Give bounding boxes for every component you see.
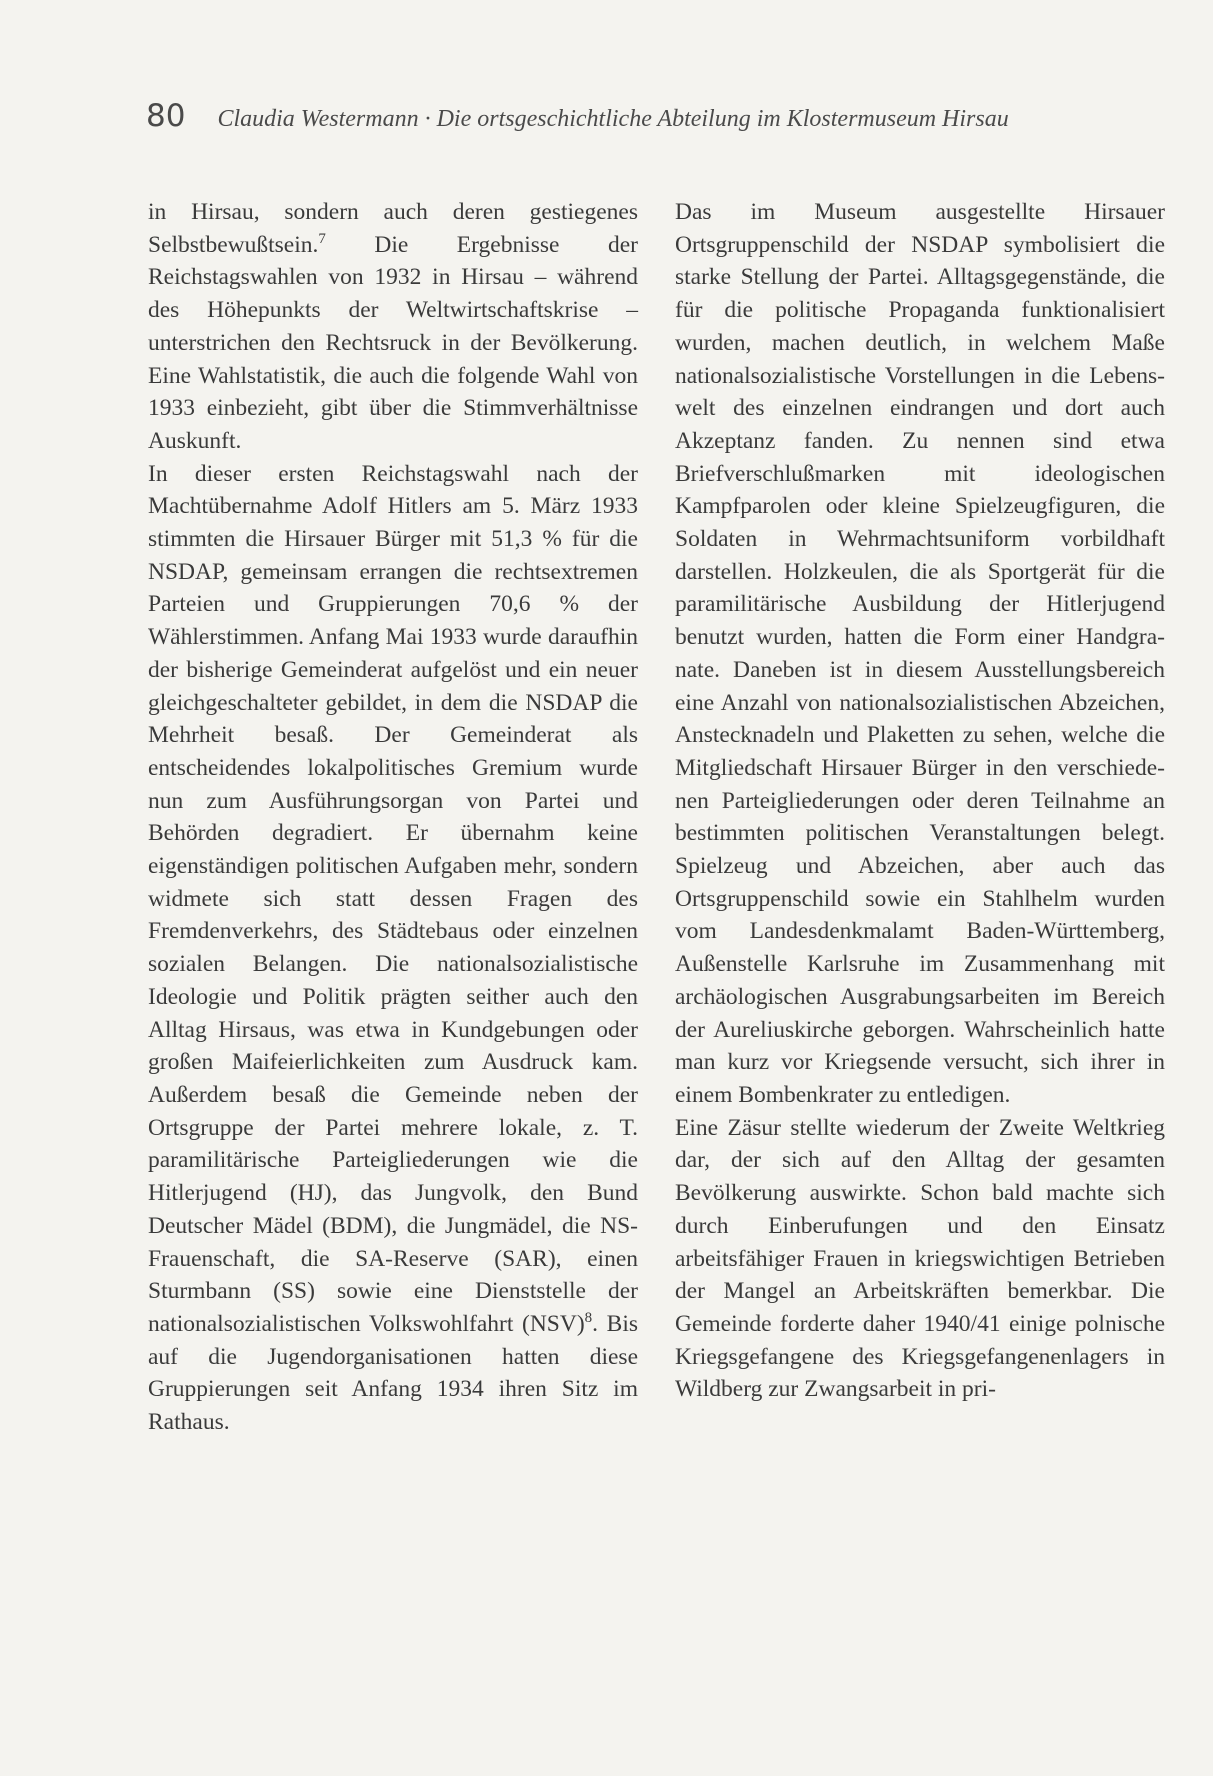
paragraph-text: . Bis auf die Jugendorganisationen hatten diese Gruppierungen seit Anfang 1934 ihren Sitz im Rathaus.	[148, 1310, 638, 1436]
paragraph	[148, 458, 638, 1439]
running-head: Claudia Westermann · Die ortsgeschichtliche Abteilung im Klostermuseum Hirsau	[217, 106, 1009, 132]
footnote-marker: 7	[318, 230, 326, 247]
left-column	[148, 196, 638, 1439]
paragraph: Das im Museum ausgestellte Hirsauer Ortsgruppenschild der NSDAP symbolisiert die starke Stellung der Partei. Alltagsgegenstände, die für die politische Propaganda funktionalisiert wurden, machen deutlich, in welchem Maße nationalsozialistische Vorstellungen in die Lebenswelt des einzelnen eindrangen und dort auch Akzeptanz fanden. Zu nennen sind etwa Briefverschlußmarken mit ideologischen Kampfparolen oder kleine Spielzeugfiguren, die Soldaten in Wehrmachtsuniform vorbildhaft darstellen. Holzkeulen, die als Sportgerät für die paramilitärische Ausbildung der Hitlerjugend benutzt wurden, hatten die Form einer Handgranate. Daneben ist in diesem Ausstellungsbereich eine Anzahl von nationalsozialistischen Abzeichen, Anstecknadeln und Plaketten zu sehen, welche die Mitgliedschaft Hirsauer Bürger in den verschiedenen Parteigliederungen oder deren Teilnahme an bestimmten politischen Veranstaltungen belegt. Spielzeug und Abzeichen, aber auch das Ortsgruppenschild sowie ein Stahlhelm wurden vom Landesdenkmalamt Baden-Württemberg, Außenstelle Karlsruhe im Zusammenhang mit archäologischen Ausgrabungsarbeiten im Bereich der Aureliuskirche geborgen. Wahrscheinlich hatte man kurz vor Kriegsende versucht, sich ihrer in einem Bombenkrater zu entledigen.	[675, 199, 1165, 1108]
right-column	[675, 196, 1165, 1406]
paragraph-text: Die Ergebnisse der Reichstagswahlen von 1932 in Hirsau – während des Höhepunkts der Weltwirtschaftskrise – unterstrichen den Rechtsruck in der Bevölkerung. Eine Wahlstatistik, die auch die folgende Wahl von 1933 einbezieht, gibt über die Stimmverhältnisse Auskunft.	[148, 231, 638, 454]
page-number: 80	[146, 98, 186, 134]
paragraph: Eine Zäsur stellte wiederum der Zweite Weltkrieg dar, der sich auf den Alltag der gesamten Bevölkerung auswirkte. Schon bald machte sich durch Einberufungen und den Einsatz arbeitsfähiger Frauen in kriegswichtigen Betrieben der Mangel an Arbeitskräften bemerkbar. Die Gemeinde forderte daher 1940/41 einige polnische Kriegsgefangene des Kriegsgefangenenlagers in Wildberg zur Zwangsarbeit in pri-	[675, 1114, 1165, 1403]
page-header	[146, 98, 1096, 138]
paragraph-text: In dieser ersten Reichstagswahl nach der Machtübernahme Adolf Hitlers am 5. März 1933 stimmten die Hirsauer Bürger mit 51,3 % für die NSDAP, gemeinsam errangen die rechtsextremen Parteien und Gruppierungen 70,6 % der Wählerstimmen. Anfang Mai 1933 wurde daraufhin der bisherige Gemeinderat aufgelöst und ein neuer gleichgeschalteter gebildet, in dem die NSDAP die Mehrheit besaß. Der Gemeinderat als entscheidendes lokalpolitisches Gremium wurde nun zum Ausführungsorgan von Partei und Behörden degradiert. Er übernahm keine eigenständigen politischen Aufgaben mehr, sondern widmete sich statt dessen Fragen des Fremdenverkehrs, des Städtebaus oder einzelnen sozialen Belangen. Die nationalsozialistische Ideologie und Politik prägten seither auch den Alltag Hirsaus, was etwa in Kundgebungen oder großen Maifeierlichkeiten zum Ausdruck kam. Außerdem besaß die Gemeinde neben der Ortsgruppe der Partei mehrere lokale, z. T. paramilitärische Parteigliederungen wie die Hitlerjugend (HJ), das Jungvolk, den Bund Deutscher Mädel (BDM), die Jungmädel, die NS-Frauenschaft, die SA-Reserve (SAR), einen Sturmbann (SS) sowie eine Dienststelle der nationalsozialistischen Volkswohlfahrt (NSV)	[148, 460, 638, 1337]
paragraph-text: in Hirsau, sondern auch deren gestiegenes Selbstbewußtsein.	[148, 199, 638, 258]
paragraph	[148, 196, 638, 458]
footnote-marker: 8	[584, 1309, 593, 1326]
